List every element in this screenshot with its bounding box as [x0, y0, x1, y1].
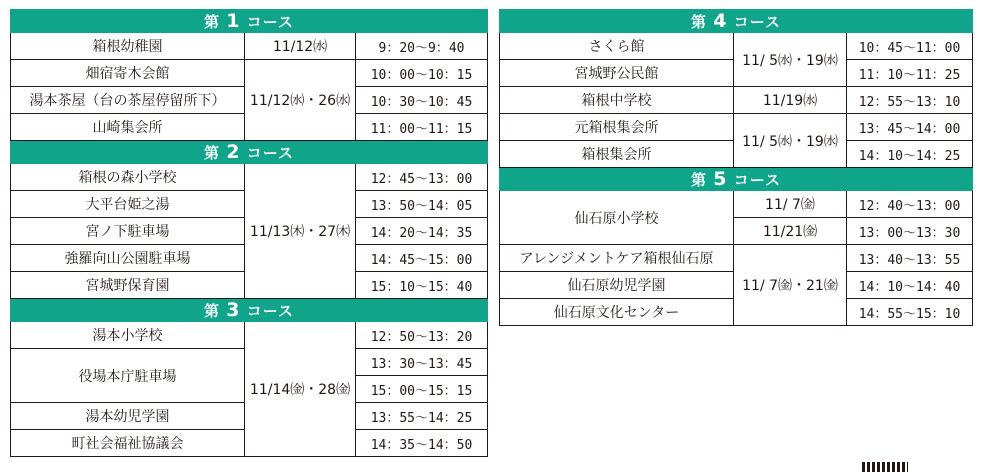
place-cell: 宮城野公民館 — [500, 60, 734, 87]
course-label-pre: 第 — [204, 13, 221, 31]
place-cell: 湯本幼児学園 — [11, 403, 245, 430]
place-cell: 箱根の森小学校 — [11, 164, 245, 191]
time-cell: 11：10〜11：25 — [847, 60, 973, 87]
time-cell: 14：20〜14：35 — [356, 218, 488, 245]
place-cell: 箱根集会所 — [500, 141, 734, 168]
course-number: 3 — [226, 299, 241, 321]
course-label-pre: 第 — [204, 144, 221, 162]
time-cell: 15：10〜15：40 — [356, 272, 488, 299]
course-number: 5 — [713, 168, 728, 190]
place-cell: 宮城野保育園 — [11, 272, 245, 299]
place-cell: さくら館 — [500, 33, 734, 60]
schedule-table-left — [10, 9, 488, 457]
date-cell: 11/ 7㈮ — [734, 191, 847, 218]
time-cell: 10：45〜11：00 — [847, 33, 973, 60]
place-cell: 仙石原幼児学園 — [500, 272, 734, 299]
place-cell: 役場本庁駐車場 — [11, 349, 245, 403]
date-cell: 11/12㈬・26㈬ — [245, 60, 356, 141]
date-cell: 11/19㈬ — [734, 87, 847, 114]
time-cell: 13：55〜14：25 — [356, 403, 488, 430]
course-5-header — [500, 168, 973, 191]
place-cell: 元箱根集会所 — [500, 114, 734, 141]
place-cell: アレンジメントケア箱根仙石原 — [500, 245, 734, 272]
time-cell: 14：45〜15：00 — [356, 245, 488, 272]
course-number: 2 — [226, 141, 241, 163]
time-cell: 14：55〜15：10 — [847, 299, 973, 326]
place-cell: 町社会福祉協議会 — [11, 430, 245, 457]
course-label-pre: 第 — [691, 13, 708, 31]
course-number: 1 — [226, 10, 241, 32]
place-cell: 仙石原小学校 — [500, 191, 734, 245]
date-cell: 11/13㈭・27㈭ — [245, 164, 356, 299]
place-cell: 箱根幼稚園 — [11, 33, 245, 60]
date-cell: 11/ 5㈬・19㈬ — [734, 33, 847, 87]
time-cell: 12：40〜13：00 — [847, 191, 973, 218]
course-label-pre: 第 — [204, 302, 221, 320]
time-cell: 13：50〜14：05 — [356, 191, 488, 218]
time-cell: 13：40〜13：55 — [847, 245, 973, 272]
time-cell: 12：55〜13：10 — [847, 87, 973, 114]
time-cell: 13：30〜13：45 — [356, 349, 488, 376]
course-4-header — [500, 10, 973, 33]
course-label-post: コース — [733, 171, 781, 189]
time-cell: 14：10〜14：25 — [847, 141, 973, 168]
place-cell: 畑宿寄木会館 — [11, 60, 245, 87]
time-cell: 15：00〜15：15 — [356, 376, 488, 403]
date-cell: 11/14㈮・28㈮ — [245, 322, 356, 457]
course-1-header — [11, 10, 488, 33]
qr-code-fragment — [862, 462, 908, 472]
time-cell: 9：20〜9：40 — [356, 33, 488, 60]
course-label-post: コース — [246, 302, 294, 320]
schedule-table-right — [499, 9, 973, 326]
time-cell: 11：00〜11：15 — [356, 114, 488, 141]
course-label-pre: 第 — [691, 171, 708, 189]
time-cell: 10：00〜10：15 — [356, 60, 488, 87]
date-cell: 11/ 5㈬・19㈬ — [734, 114, 847, 168]
time-cell: 10：30〜10：45 — [356, 87, 488, 114]
course-number: 4 — [713, 10, 728, 32]
date-cell: 11/21㈮ — [734, 218, 847, 245]
place-cell: 湯本茶屋（台の茶屋停留所下） — [11, 87, 245, 114]
course-3-header — [11, 299, 488, 322]
place-cell: 宮ノ下駐車場 — [11, 218, 245, 245]
date-cell: 11/ 7㈮・21㈮ — [734, 245, 847, 326]
date-cell: 11/12㈬ — [245, 33, 356, 60]
place-cell: 大平台姫之湯 — [11, 191, 245, 218]
place-cell: 山崎集会所 — [11, 114, 245, 141]
course-label-post: コース — [246, 144, 294, 162]
course-label-post: コース — [733, 13, 781, 31]
place-cell: 湯本小学校 — [11, 322, 245, 349]
place-cell: 強羅向山公園駐車場 — [11, 245, 245, 272]
place-cell: 箱根中学校 — [500, 87, 734, 114]
time-cell: 12：50〜13：20 — [356, 322, 488, 349]
course-label-post: コース — [246, 13, 294, 31]
time-cell: 12：45〜13：00 — [356, 164, 488, 191]
course-2-header — [11, 141, 488, 164]
time-cell: 13：00〜13：30 — [847, 218, 973, 245]
place-cell: 仙石原文化センター — [500, 299, 734, 326]
time-cell: 14：35〜14：50 — [356, 430, 488, 457]
time-cell: 14：10〜14：40 — [847, 272, 973, 299]
time-cell: 13：45〜14：00 — [847, 114, 973, 141]
